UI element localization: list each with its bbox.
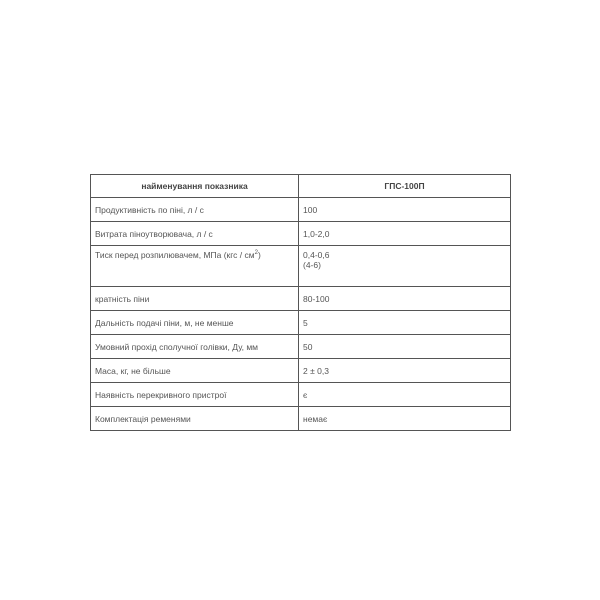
row-value: є bbox=[299, 383, 511, 407]
table-row bbox=[91, 359, 511, 383]
header-model: ГПС-100П bbox=[299, 175, 511, 198]
row-label-superscript: 2 bbox=[254, 250, 258, 257]
row-label: Наявність перекривного пристрої bbox=[91, 383, 299, 407]
row-value: 100 bbox=[299, 198, 511, 222]
row-label: Продуктивність по піні, л / с bbox=[91, 198, 299, 222]
row-label-closing: ) bbox=[257, 250, 261, 260]
row-label: Комплектація ременями bbox=[91, 407, 299, 431]
row-label: Умовний прохід сполучної голівки, Ду, мм bbox=[91, 335, 299, 359]
header-row bbox=[91, 175, 511, 198]
row-label: кратність піни bbox=[91, 287, 299, 311]
row-label-text: Тиск перед розпилювачем, МПа (кгс / см bbox=[95, 250, 255, 260]
table-row bbox=[91, 311, 511, 335]
row-label: Маса, кг, не більше bbox=[91, 359, 299, 383]
row-value: 5 bbox=[299, 311, 511, 335]
spec-table-body bbox=[91, 198, 511, 431]
row-value: 50 bbox=[299, 335, 511, 359]
row-value: 80-100 bbox=[299, 287, 511, 311]
table-row bbox=[91, 287, 511, 311]
row-label bbox=[91, 246, 299, 287]
table-row bbox=[91, 407, 511, 431]
row-value bbox=[299, 246, 511, 287]
row-label: Витрата піноутворювача, л / с bbox=[91, 222, 299, 246]
row-value: немає bbox=[299, 407, 511, 431]
row-label: Дальність подачі піни, м, не менше bbox=[91, 311, 299, 335]
spec-table-header bbox=[91, 175, 511, 198]
table-row bbox=[91, 335, 511, 359]
spec-table bbox=[90, 174, 511, 431]
row-value-line1: 0,4-0,6 bbox=[303, 250, 330, 260]
row-value: 1,0-2,0 bbox=[299, 222, 511, 246]
header-parameter-name: найменування показника bbox=[91, 175, 299, 198]
table-row bbox=[91, 383, 511, 407]
table-row bbox=[91, 198, 511, 222]
table-row bbox=[91, 246, 511, 287]
table-row bbox=[91, 222, 511, 246]
row-value-line2: (4-6) bbox=[303, 260, 321, 270]
row-value: 2 ± 0,3 bbox=[299, 359, 511, 383]
